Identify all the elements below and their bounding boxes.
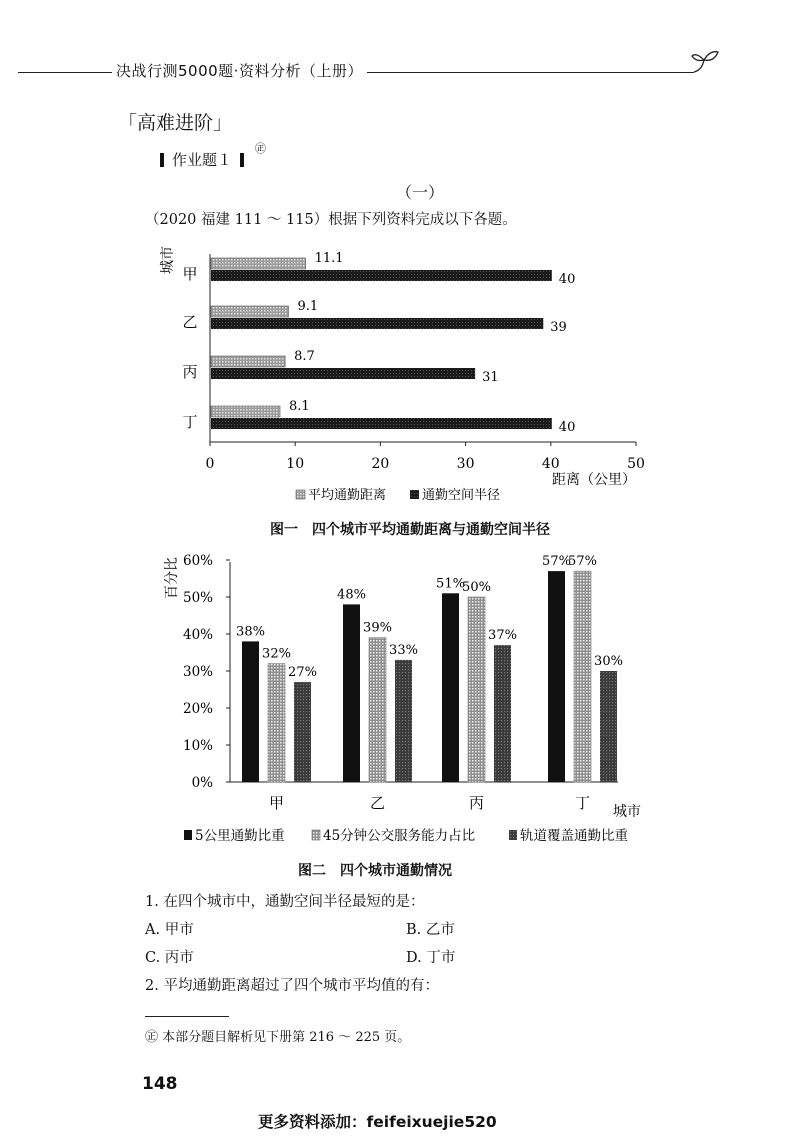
chart1-data-label: 9.1	[297, 299, 319, 314]
chart1-bar-space-radius	[211, 368, 475, 379]
chart2-legend-label-1: 45分钟公交服务能力占比	[323, 828, 476, 844]
chart2-xlabel: 城市	[613, 804, 641, 820]
chart2-data-label: 38%	[236, 624, 265, 640]
chart1-xtick-label: 10	[286, 456, 305, 472]
chart1-category-label: 丙	[182, 363, 198, 381]
chart1-category-label: 丁	[182, 413, 198, 431]
footnote: ㊣ 本部分题目解析见下册第 216 ～ 225 页。	[145, 1030, 411, 1045]
chart1-xtick-label: 40	[541, 456, 560, 472]
chart2-category-label: 丁	[574, 794, 591, 812]
chart1-bar-avg-distance	[211, 306, 289, 317]
chart2-legend-label-0: 5公里通勤比重	[195, 828, 285, 844]
header-rule-right	[350, 72, 694, 73]
homework-label: 作业题１	[172, 151, 233, 169]
homework-bar-left	[160, 153, 164, 167]
homework-bar-right	[240, 153, 244, 167]
chart2-bar-series-2	[600, 671, 617, 782]
homework-footnote-mark: ㊣	[255, 142, 266, 155]
homework-heading	[152, 149, 252, 170]
chart1-bar-avg-distance	[211, 406, 280, 417]
chart2-data-label: 37%	[488, 628, 517, 644]
part-label: （一）	[396, 183, 445, 202]
chart1-legend-label-0: 平均通勤距离	[308, 488, 387, 503]
chart1-ylabel: 城市	[160, 246, 176, 274]
section-title: 「高难进阶」	[118, 112, 233, 134]
chart2-bar-series-1	[574, 571, 591, 782]
chart2-legend-swatch-1	[312, 830, 320, 840]
chart2-data-label: 32%	[262, 646, 291, 662]
chart2-bar-series-2	[494, 645, 511, 782]
chart1-data-label: 40	[558, 420, 576, 435]
chart1-legend-label-1: 通勤空间半径	[422, 488, 501, 503]
chart2-data-label: 30%	[594, 654, 623, 669]
chart1-bar-avg-distance	[211, 258, 306, 269]
chart1-caption: 图一 四个城市平均通勤距离与通勤空间半径	[270, 522, 550, 538]
chart1-bar-avg-distance	[211, 356, 285, 367]
chart1-category-label: 乙	[182, 313, 198, 331]
chart2-data-label: 39%	[363, 620, 392, 636]
chart2-bar-series-1	[468, 597, 485, 782]
question-2-stem: 2. 平均通勤距离超过了四个城市平均值的有：	[145, 978, 439, 994]
chart2-data-label: 48%	[337, 587, 366, 603]
page-number: 148	[142, 1074, 178, 1094]
chart1-category-label: 甲	[182, 265, 198, 283]
chart1-legend-swatch-0	[296, 490, 305, 499]
chart2-legend-label-2: 轨道覆盖通勤比重	[520, 828, 628, 844]
chart2-bar-series-0	[548, 571, 565, 782]
chart1-xtick-label: 0	[205, 456, 215, 472]
intro-text: （2020 福建 111 ～ 115）根据下列资料完成以下各题。	[145, 212, 517, 228]
header-title: 决战行测5000题·资料分析（上册）	[112, 60, 367, 81]
chart2-bar-series-1	[369, 638, 386, 782]
question-1-option-a[interactable]: A. 甲市	[145, 922, 194, 938]
chart1-xtick-label: 20	[371, 456, 390, 472]
chart2-data-label: 51%	[436, 576, 465, 592]
chart2-ytick-label: 30%	[182, 664, 213, 680]
chart1-xlabel: 距离（公里）	[552, 472, 636, 488]
chart2-ytick-label: 50%	[182, 590, 213, 606]
chart2-bar-series-1	[268, 664, 285, 782]
chart1-data-label: 40	[558, 272, 576, 287]
chart2-legend-swatch-0	[184, 830, 192, 840]
chart2-bar-series-0	[442, 593, 459, 782]
chart2-bar-series-2	[395, 660, 412, 782]
question-1-option-c[interactable]: C. 丙市	[145, 950, 194, 966]
chart2-bar-series-2	[294, 682, 311, 782]
chart1-data-label: 39	[550, 320, 567, 335]
chart2-data-label: 57%	[542, 554, 571, 570]
chart2-ylabel: 百分比	[164, 557, 180, 599]
chart2-data-label: 57%	[568, 554, 597, 570]
chart1-data-label: 8.1	[289, 399, 310, 414]
chart1-legend-swatch-1	[410, 490, 419, 499]
chart2-ytick-label: 20%	[182, 701, 213, 717]
chart-commute-distance	[150, 232, 670, 514]
chart2-ytick-label: 10%	[182, 738, 213, 754]
header-rule-left	[18, 72, 114, 73]
chart1-data-label: 11.1	[314, 251, 344, 266]
chart2-bar-series-0	[242, 641, 259, 782]
chart2-category-label: 甲	[268, 794, 285, 812]
question-1-stem: 1. 在四个城市中，通勤空间半径最短的是：	[145, 894, 425, 910]
footnote-rule	[145, 1016, 229, 1017]
question-1-option-b[interactable]: B. 乙市	[406, 922, 455, 938]
chart2-ytick-label: 60%	[182, 553, 213, 569]
sprout-icon	[688, 44, 722, 78]
chart1-bar-space-radius	[211, 418, 552, 429]
chart2-data-label: 50%	[462, 580, 491, 595]
chart2-caption: 图二 四个城市通勤情况	[298, 863, 452, 879]
chart2-ytick-label: 0%	[191, 775, 213, 791]
chart2-data-label: 27%	[288, 665, 317, 681]
chart2-legend-swatch-2	[509, 830, 517, 840]
chart1-data-label: 31	[482, 370, 499, 385]
chart1-data-label: 8.7	[294, 349, 315, 364]
chart2-category-label: 乙	[369, 794, 386, 812]
promo-text: 更多资料添加：feifeixuejie520	[258, 1113, 497, 1131]
chart1-xtick-label: 50	[627, 456, 645, 472]
chart1-bar-space-radius	[211, 318, 543, 329]
chart2-bar-series-0	[343, 604, 360, 782]
chart2-category-label: 丙	[468, 794, 485, 812]
chart1-bar-space-radius	[211, 270, 552, 281]
chart2-ytick-label: 40%	[182, 627, 213, 643]
question-1-option-d[interactable]: D. 丁市	[406, 950, 456, 966]
chart2-data-label: 33%	[389, 642, 418, 658]
chart-commute-situation	[150, 540, 670, 854]
chart1-xtick-label: 30	[456, 456, 475, 472]
